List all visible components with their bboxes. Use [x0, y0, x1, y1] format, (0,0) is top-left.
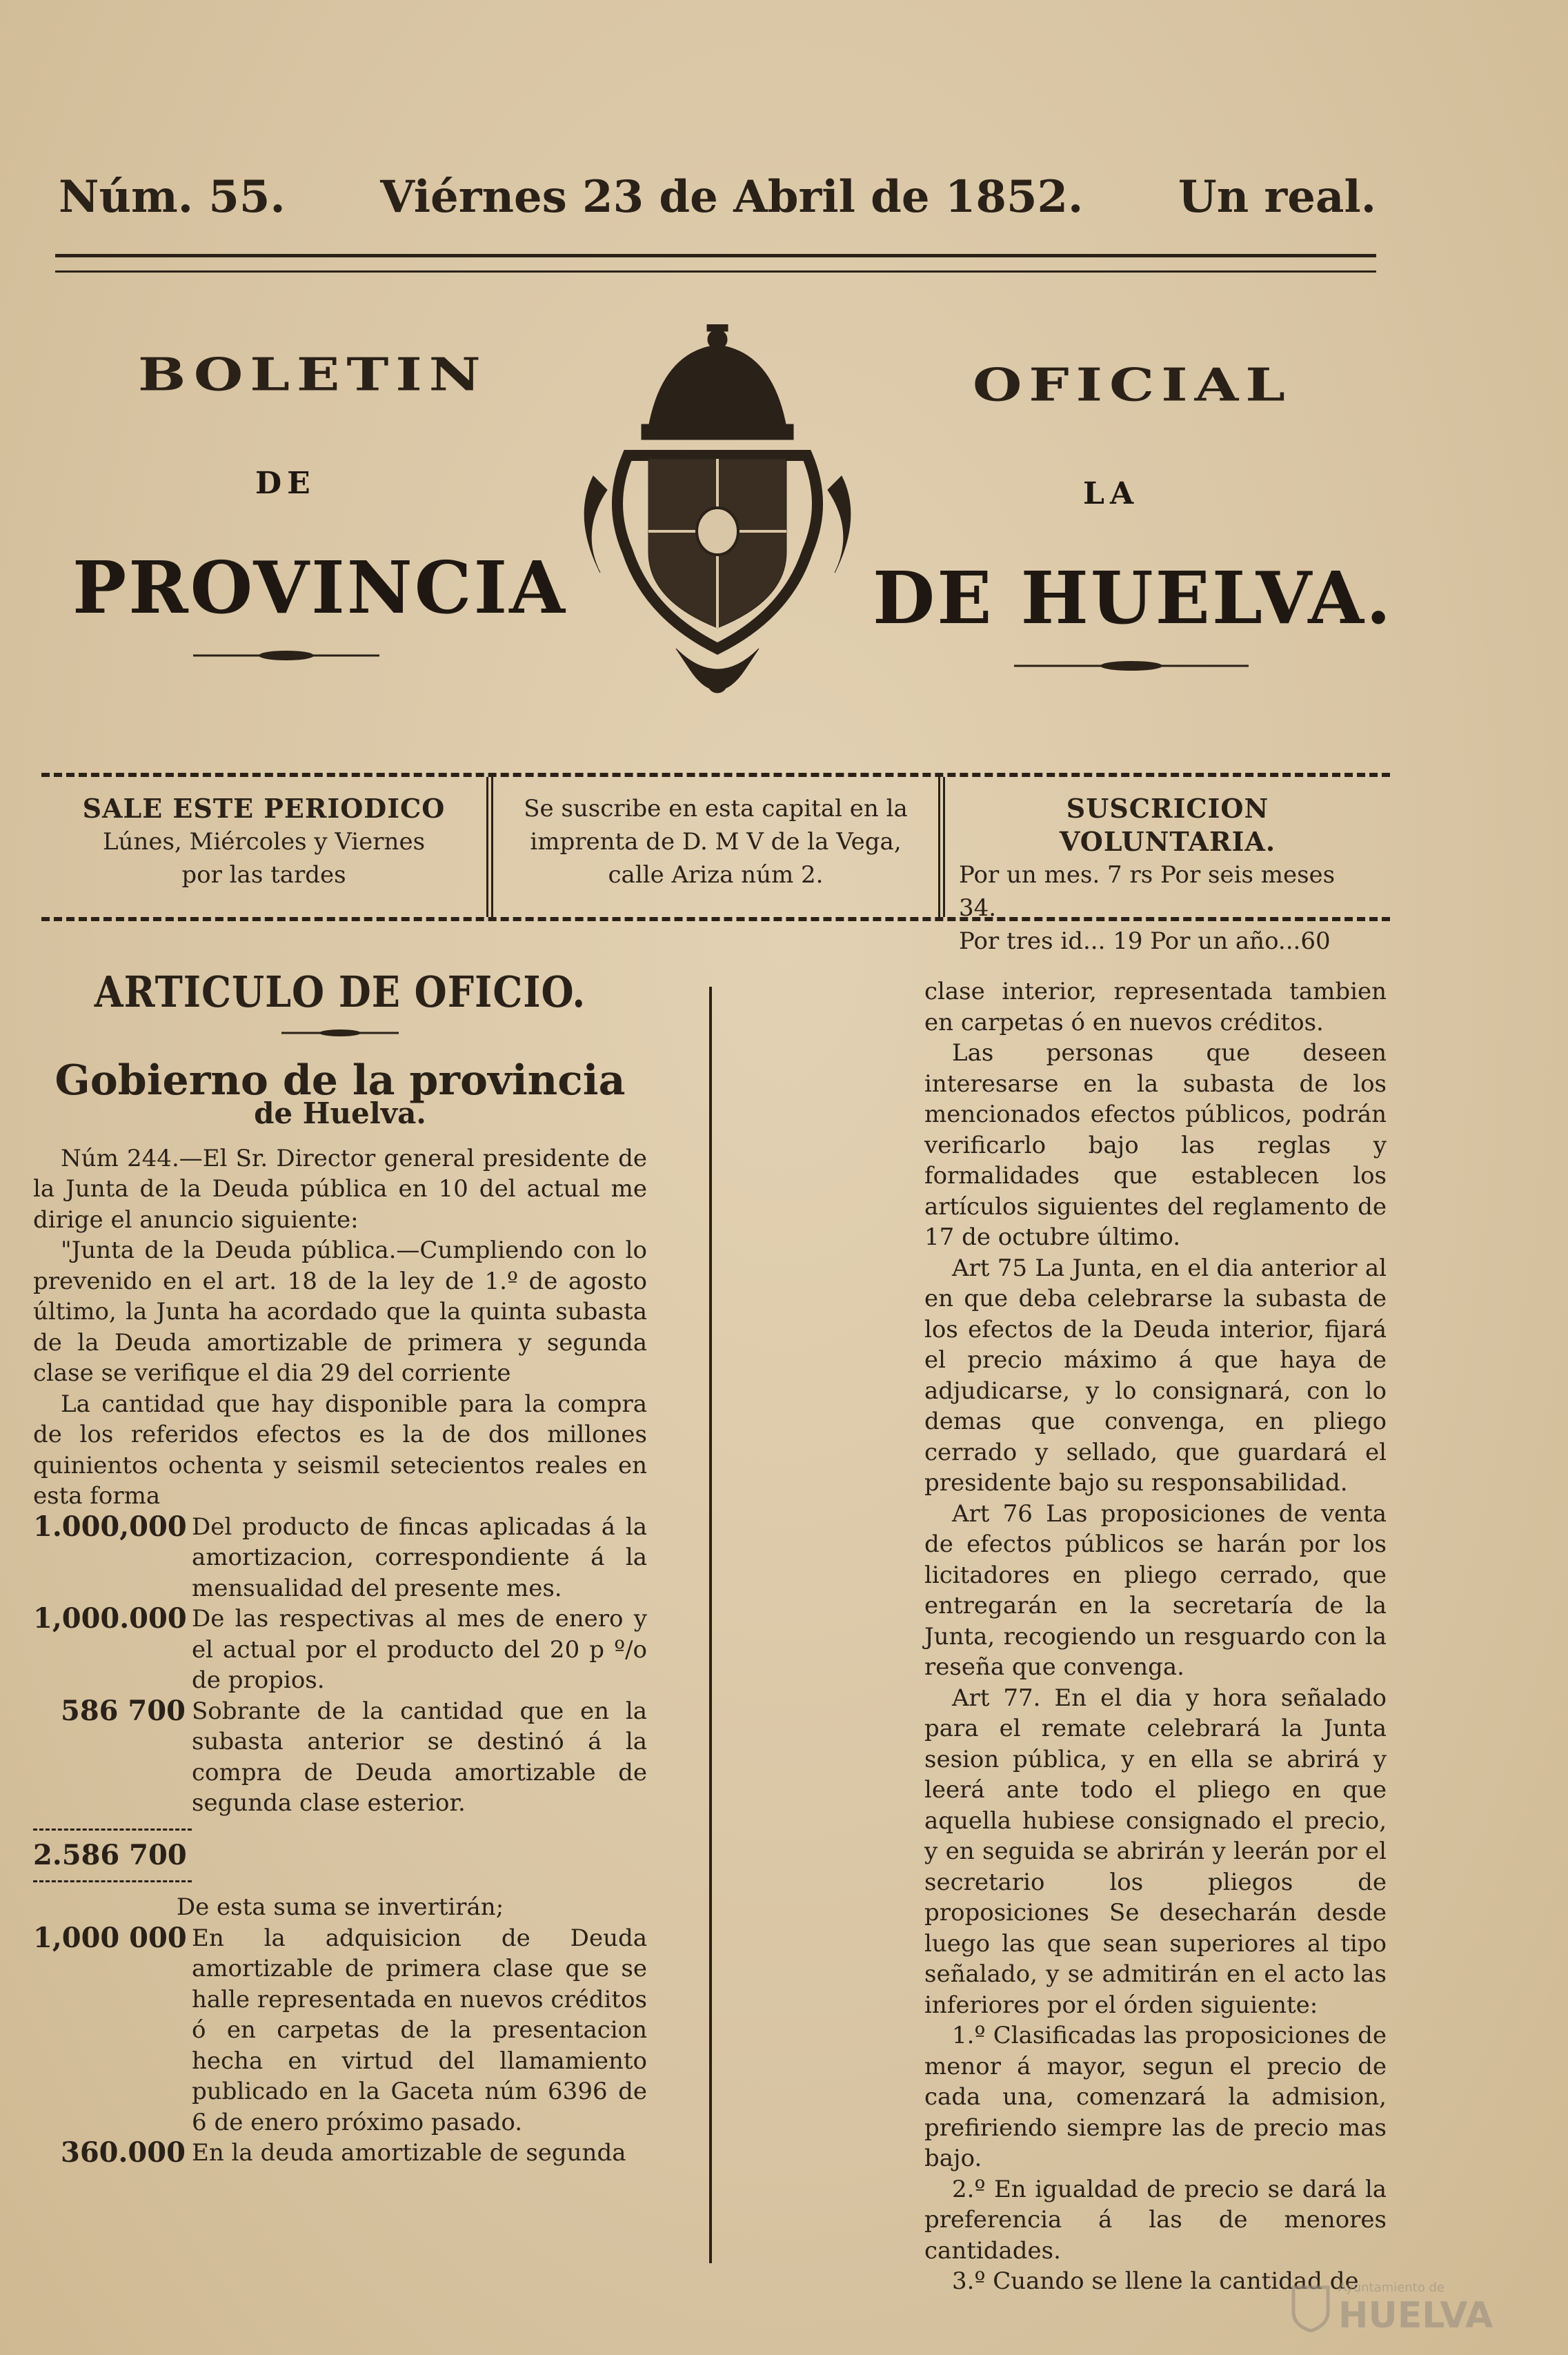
location-line-2: imprenta de D. M V de la Vega,	[530, 828, 902, 856]
schedule-time: por las tardes	[181, 861, 346, 889]
paragraph: Núm 244.—El Sr. Director general presidente de la Junta de la Deuda pública en 10 del actual me dirige el anuncio siguiente:	[33, 1144, 647, 1234]
amount-entry	[33, 1512, 647, 1604]
prices-line-1: Por un mes. 7 rs Por seis meses 34.	[959, 861, 1336, 922]
right-column	[924, 976, 1387, 2297]
column-divider	[709, 987, 712, 2263]
location-line-1: Se suscribe en esta capital en la	[524, 795, 908, 822]
amount-value: 1.000,000	[33, 1510, 187, 1543]
amount-entry	[33, 1604, 647, 1696]
paragraph: Art 75 La Junta, en el dia anterior al en que deba celebrarse la subasta de los efectos de la Deuda interior, fijará el precio máximo á que haya de adjudicarse, y lo consignará, con lo demas que convenga, en pliego cerrado y sellado, que guardará el presidente bajo su responsabilidad.	[924, 1254, 1387, 1497]
amount-entry	[33, 1696, 647, 1819]
article-subtitle: de Huelva.	[254, 1096, 426, 1130]
section-title: ARTICULO DE OFICIO.	[94, 966, 586, 1017]
royal-coat-of-arms-icon	[566, 324, 869, 711]
watermark-small-text: Ayuntamiento de	[1338, 2280, 1445, 2295]
amount-value: 1,000 000	[33, 1921, 187, 1954]
amount-description: En la adquisicion de Deuda amortizable de primera clase que se halle representada en nuevos créditos ó en carpetas de la presentacion hecha en virtud del llamamiento publicado en la Gaceta núm 6396 de 6 de enero próximo pasado.	[192, 1924, 647, 2136]
sum-rule	[33, 1829, 192, 1831]
issue-header	[59, 166, 1376, 228]
issue-number: Núm. 55.	[59, 170, 286, 223]
prices-title: SUSCRICION VOLUNTARIA.	[1059, 793, 1276, 857]
prices-line-2: Por tres id... 19 Por un año...60	[959, 927, 1331, 955]
paragraph: De esta suma se invertirán;	[176, 1893, 504, 1921]
amount-value: 586 700	[61, 1694, 186, 1727]
amount-description: De las respectivas al mes de enero y el actual por el producto del 20 p º/o de propios.	[192, 1605, 647, 1694]
schedule-title: SALE ESTE PERIODICO	[82, 793, 446, 824]
amount-description: Sobrante de la cantidad que en la subasta anterior se destinó á la compra de Deuda amortizable de segunda clase esterior.	[192, 1697, 647, 1817]
paragraph: "Junta de la Deuda pública.—Cumpliendo con lo prevenido en el art. 18 de la ley de 1.º de agosto último, la Junta ha acordado que la quinta subasta de la Deuda amortizable de primera y segunda clase se verifique el dia 29 del corriente	[33, 1236, 647, 1387]
masthead-oficial: OFICIAL	[973, 358, 1292, 412]
masthead-ornament-left	[193, 649, 379, 662]
amount-total: 2.586 700	[33, 1838, 187, 1871]
issue-price: Un real.	[1178, 170, 1376, 223]
article-title: Gobierno de la provincia	[54, 1056, 626, 1105]
amount-entry	[33, 2138, 647, 2169]
paragraph: Art 76 Las proposiciones de venta de efectos públicos se harán por los licitadores en pliego cerrado, que entregarán en la secretaría de la Junta, recogiendo un resguardo con la reseña que convenga.	[924, 1499, 1387, 1681]
paragraph: clase interior, representada tambien en carpetas ó en nuevos créditos.	[924, 978, 1387, 1036]
paragraph: La cantidad que hay disponible para la compra de los referidos efectos es la de dos millones quinientos ochenta y seismil setecientos reales en esta forma	[33, 1390, 647, 1510]
location-line-3: calle Ariza núm 2.	[608, 861, 824, 889]
city-shield-icon	[1290, 2284, 1331, 2332]
masthead-boletin: BOLETIN	[138, 348, 488, 402]
masthead-de: DE	[255, 466, 316, 501]
masthead-la: LA	[1083, 476, 1140, 511]
amount-description: En la deuda amortizable de segunda	[192, 2139, 626, 2167]
archive-watermark	[1290, 2277, 1518, 2339]
amount-value: 1,000.000	[33, 1602, 187, 1635]
subscription-prices	[938, 777, 1390, 955]
watermark-text: HUELVA	[1338, 2294, 1493, 2336]
paragraph: 3.º Cuando se llene la cantidad de	[952, 2267, 1359, 2295]
subscription-location	[486, 777, 938, 917]
publication-schedule	[41, 777, 486, 917]
paragraph: 2.º En igualdad de precio se dará la preferencia á las de menores cantidades.	[924, 2175, 1387, 2265]
paragraph: Art 77. En el dia y hora señalado para el remate celebrará la Junta sesion pública, y en ella se abrirá y leerá ante todo el pliego en que aquella hubiese consignado el precio, y en seguida se abrirán y leerán por el secretario los pliegos de proposiciones Se desecharán desde luego las que sean superiores al tipo señalado, y se admitirán en el acto las inferiores por el órden siguiente:	[924, 1684, 1387, 2019]
amount-entry	[33, 1923, 647, 2138]
masthead-ornament-right	[1014, 659, 1249, 673]
header-rule-top	[55, 254, 1376, 257]
schedule-days: Lúnes, Miércoles y Viernes	[102, 828, 426, 856]
amount-value: 360.000	[61, 2136, 186, 2169]
left-column	[33, 966, 647, 2169]
amount-description: Del producto de fincas aplicadas á la amortizacion, correspondiente á la mensualidad del presente mes.	[192, 1512, 647, 1602]
masthead-provincia: PROVINCIA	[72, 545, 567, 630]
masthead-de-huelva: DE HUELVA.	[873, 555, 1393, 640]
paragraph: Las personas que deseen interesarse en la subasta de los mencionados efectos públicos, podrán verificarlo bajo las reglas y formalidades que establecen los artículos siguientes del reglamento de 17 de octubre último.	[924, 1039, 1387, 1251]
paragraph: 1.º Clasificadas las proposiciones de menor á mayor, segun el precio de cada una, comenzará la admision, prefiriendo siempre las de precio mas bajo.	[924, 2022, 1387, 2172]
subscription-box	[41, 773, 1390, 955]
header-rule-bottom	[55, 270, 1376, 273]
issue-date: Viérnes 23 de Abril de 1852.	[380, 170, 1084, 223]
sum-rule	[33, 1880, 192, 1882]
section-ornament	[281, 1028, 399, 1038]
